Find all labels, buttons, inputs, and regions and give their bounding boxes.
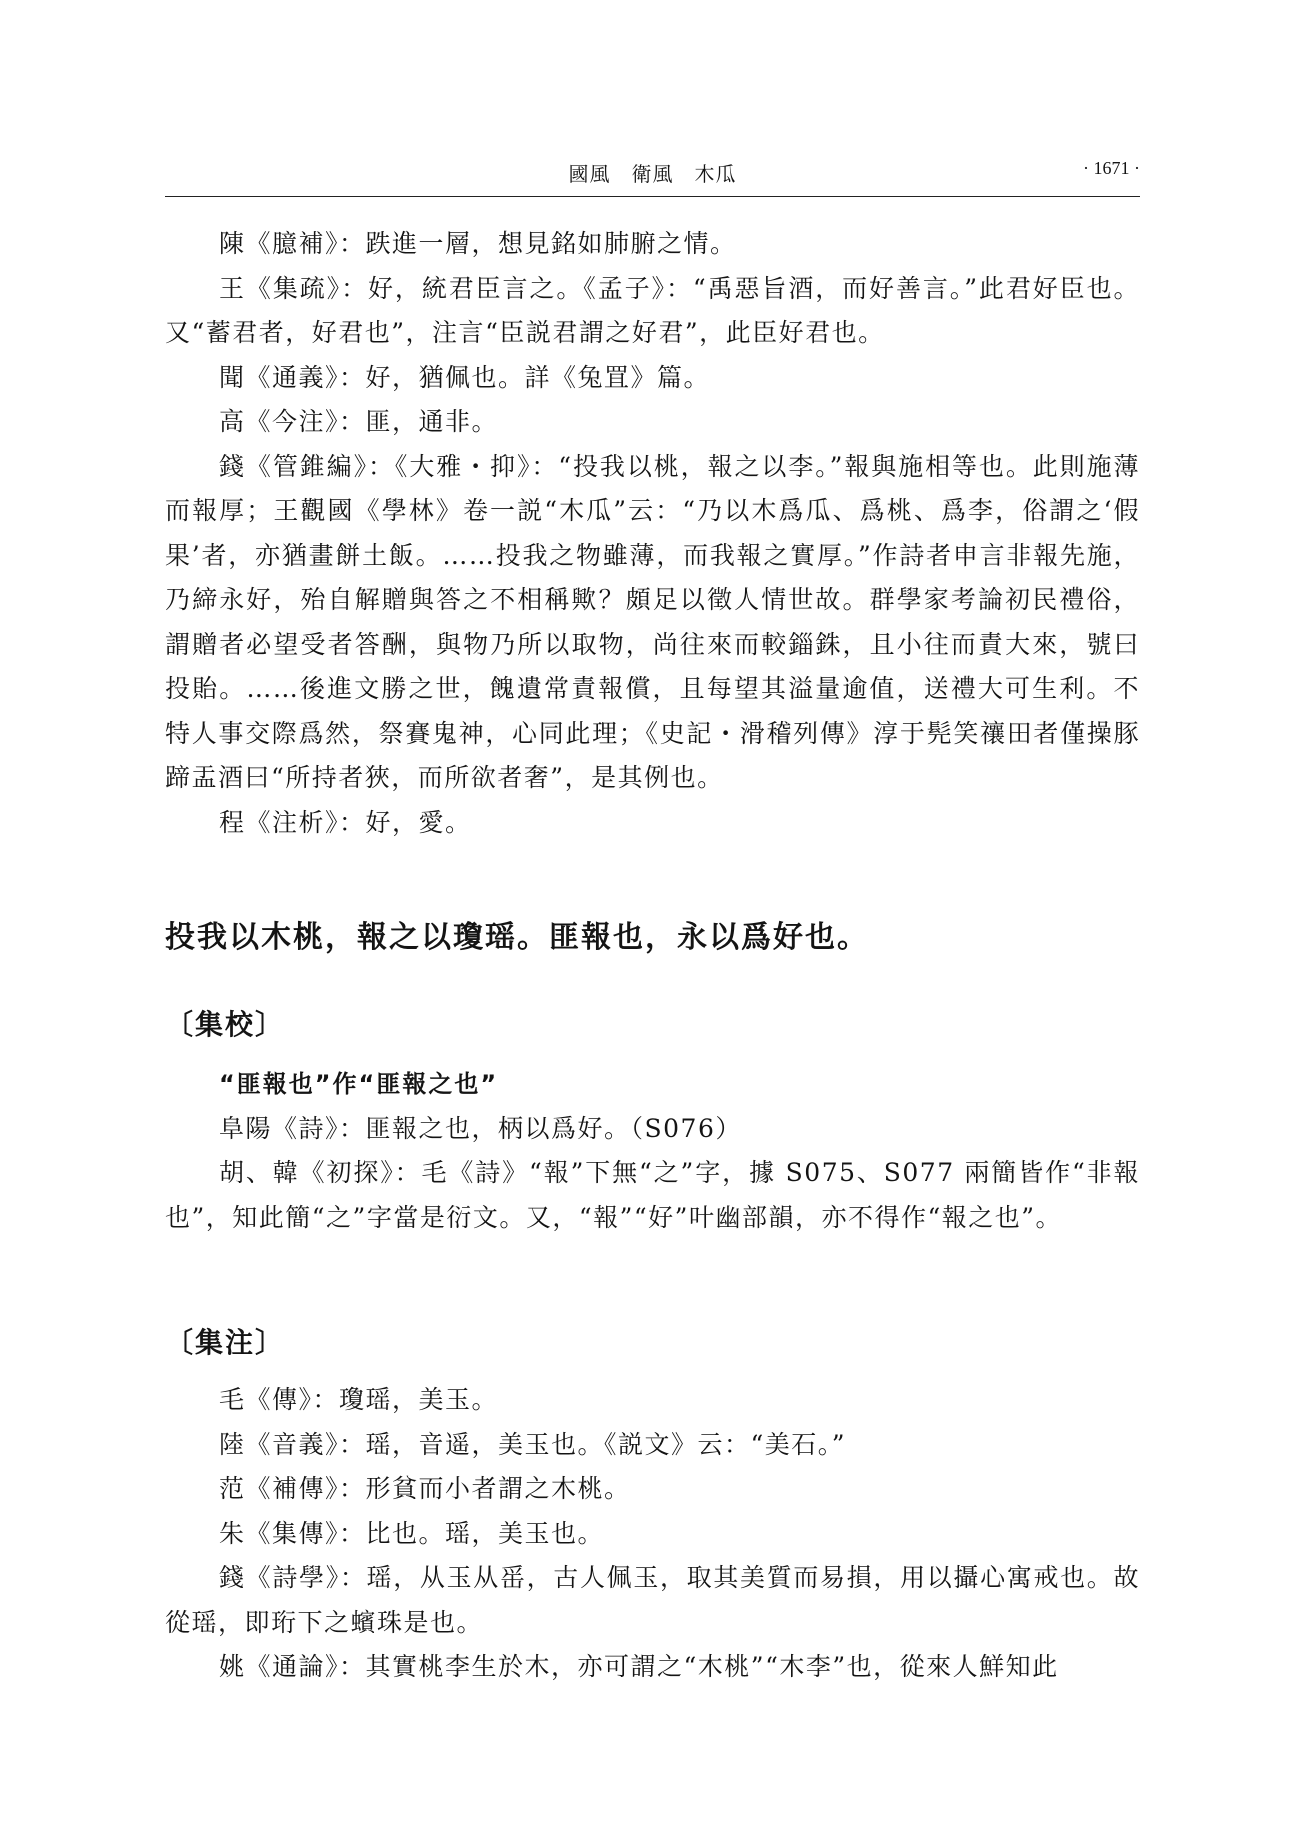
section-title-jijiao: 〔集校〕 [165, 1008, 286, 1041]
jizhu-paragraph: 毛《傳》：瓊瑶，美玉。 [219, 1385, 499, 1414]
jizhu-block [165, 1378, 1140, 1690]
verse-heading: 投我以木桃，報之以瓊瑶。匪報也，永以爲好也。 [165, 920, 869, 955]
commentary-block [165, 222, 1140, 845]
jijiao-paragraph: 阜陽《詩》：匪報之也，柄以爲好。（S076） [219, 1113, 742, 1143]
running-title: 國風 衛風 木瓜 [568, 162, 737, 186]
jizhu-paragraph: 范《補傳》：形貧而小者謂之木桃。 [219, 1474, 631, 1503]
jijiao-subhead: “匪報也”作“匪報之也” [219, 1070, 499, 1098]
page-number: · 1671 · [1083, 158, 1140, 178]
jijiao-paragraph: 胡、韓《初探》：毛《詩》“報”下無“之”字，據 S075、S077 兩簡皆作“非報也”，知此簡“之”字當是衍文。又，“報”“好”叶幽部韻，亦不得作“報之也”。 [165, 1158, 1140, 1232]
commentary-paragraph: 錢《管錐編》：《大雅・抑》：“投我以桃，報之以李。”報與施相等也。此則施薄而報厚；王觀國《學林》卷一説“木瓜”云：“乃以木爲瓜、爲桃、爲李，俗謂之‘假果’者，亦猶畫餅土飯。……投我之物雖薄，而我報之實厚。”作詩者申言非報先施，乃締永好，殆自解贈與答之不相稱歟？頗足以徵人情世故。群學家考論初民禮俗，謂贈者必望受者答酬，與物乃所以取物，尚往來而較錙銖，且小往而責大來，號曰投貽。……後進文勝之世，餽遺常責報償，且每望其溢量逾值，送禮大可生利。不特人事交際爲然，祭賽鬼神，心同此理；《史記・滑稽列傳》淳于髡笑禳田者僅操豚蹄盂酒曰“所持者狹，而所欲者奢”，是其例也。 [165, 451, 1140, 792]
jizhu-paragraph: 錢《詩學》：瑶，从玉从䍃，古人佩玉，取其美質而易損，用以攝心寓戒也。故從瑶，即珩下之蠙珠是也。 [165, 1563, 1140, 1637]
commentary-paragraph: 程《注析》：好，愛。 [219, 807, 472, 837]
section-title-jizhu: 〔集注〕 [165, 1326, 286, 1359]
commentary-paragraph: 聞《通義》：好，猶佩也。詳《兔罝》篇。 [219, 362, 711, 392]
commentary-paragraph: 陳《臆補》：跌進一層，想見銘如肺腑之情。 [219, 229, 737, 258]
jizhu-paragraph: 朱《集傳》：比也。瑶，美玉也。 [219, 1518, 605, 1548]
running-head [165, 158, 1140, 192]
jizhu-paragraph: 陸《音義》：瑶，音遥，美玉也。《説文》云：“美石。” [219, 1429, 847, 1459]
jijiao-block [165, 1062, 1140, 1240]
commentary-paragraph: 高《今注》：匪，通非。 [219, 407, 499, 436]
header-rule [165, 196, 1140, 197]
commentary-paragraph: 王《集疏》：好，統君臣言之。《孟子》：“禹惡旨酒，而好善言。”此君好臣也。又“蓄君者，好君也”，注言“臣説君謂之好君”，此臣好君也。 [165, 273, 1140, 347]
jizhu-paragraph: 姚《通論》：其實桃李生於木，亦可謂之“木桃”“木李”也，從來人鮮知此 [219, 1652, 1059, 1681]
